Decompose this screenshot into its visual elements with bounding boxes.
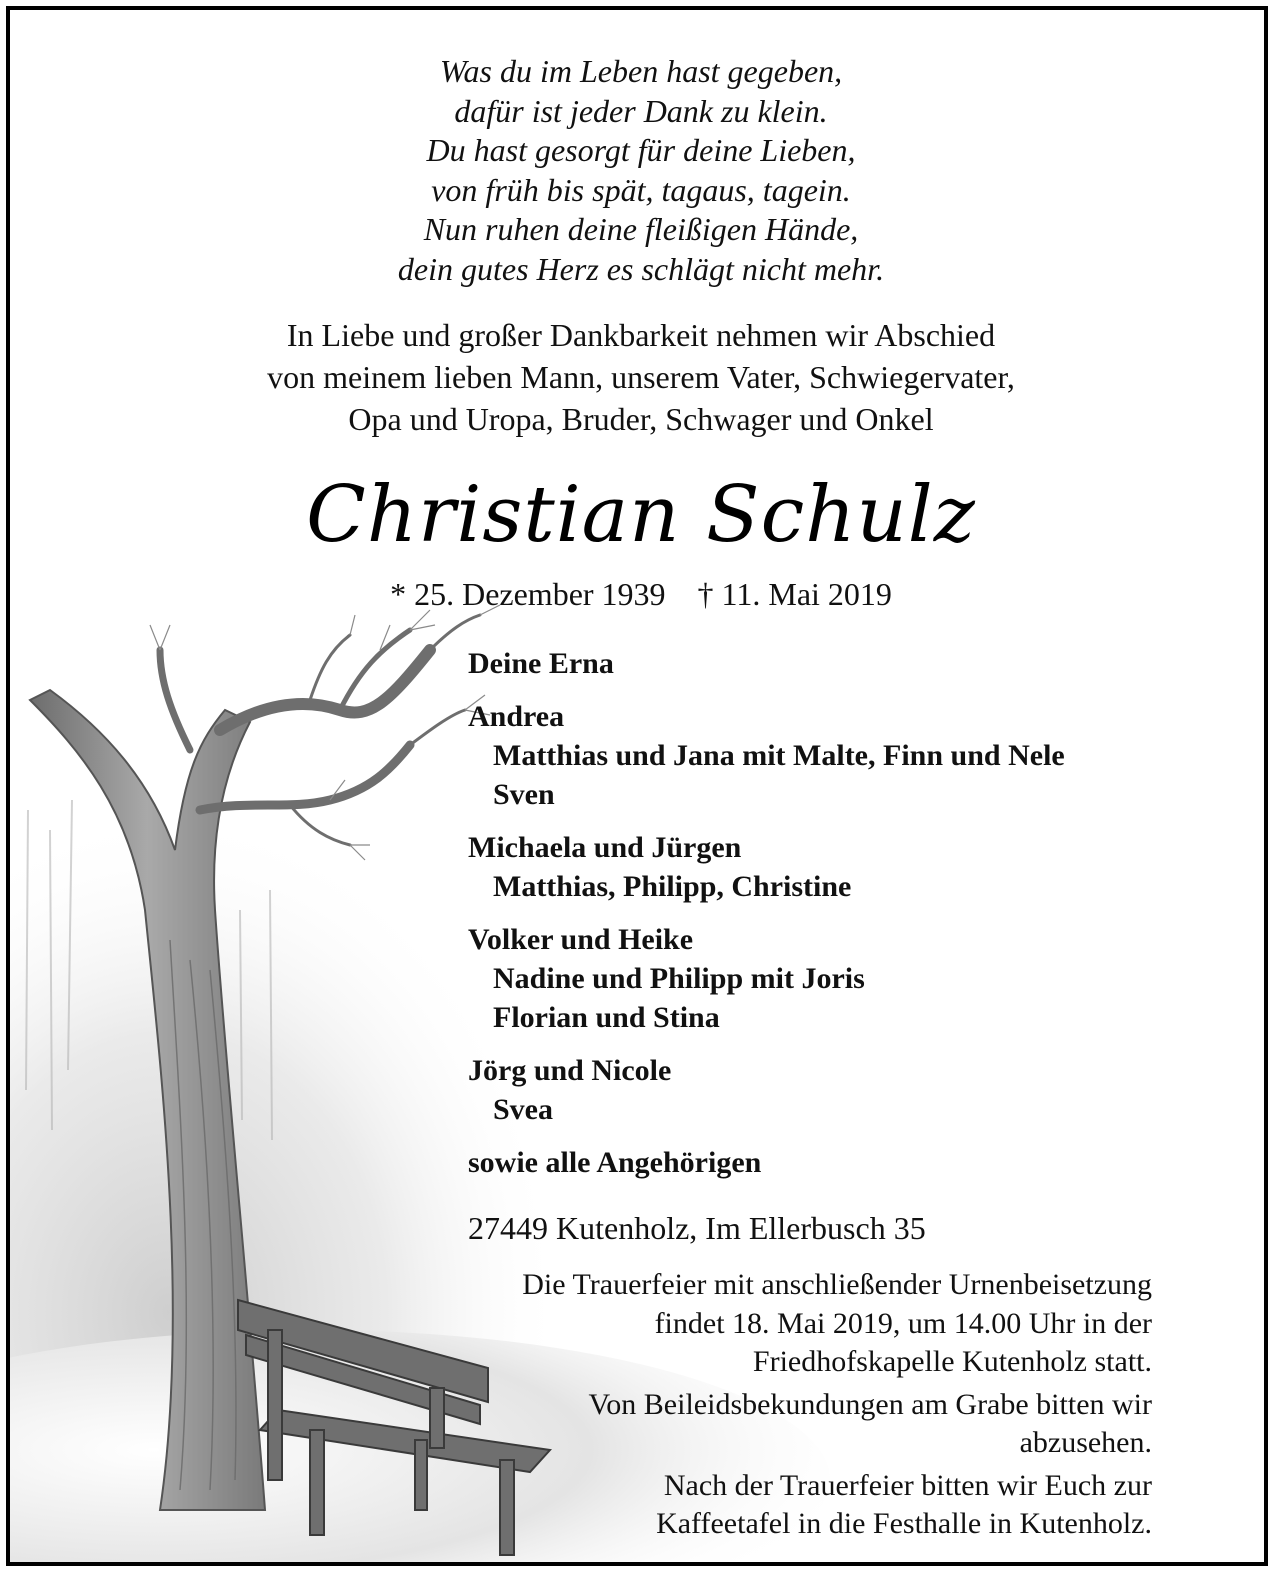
poem-line: Was du im Leben hast gegeben, (439, 53, 843, 89)
ceremony-info (412, 1266, 1152, 1382)
family-group (468, 920, 1228, 1037)
family-group (468, 644, 1228, 683)
intro-line: In Liebe und großer Dankbarkeit nehmen wir Abschied (286, 317, 996, 353)
family-member: Matthias, Philipp, Christine (493, 870, 852, 903)
notice-line: Von Beileidsbekundungen am Grabe bitten wir (588, 1387, 1152, 1421)
farewell-intro (10, 314, 1268, 440)
family-group (468, 1051, 1228, 1129)
family-member: Matthias und Jana mit Malte, Finn und Nele (493, 739, 1065, 772)
poem-line: dafür ist jeder Dank zu klein. (454, 92, 828, 129)
coffee-info (412, 1467, 1152, 1544)
notice-line: abzusehen. (1019, 1426, 1152, 1459)
family-member: Nadine und Philipp mit Joris (493, 962, 865, 995)
family-head: Jörg und Nicole (468, 1054, 672, 1087)
intro-line: Opa und Uropa, Bruder, Schwager und Onkel (348, 401, 934, 437)
notice-line: Friedhofskapelle Kutenholz statt. (752, 1345, 1152, 1378)
family-group (468, 828, 1228, 906)
family-head: Andrea (468, 700, 565, 733)
family-list (468, 644, 1228, 1196)
condolence-info (412, 1386, 1152, 1463)
deceased-name: Christian Schulz (306, 470, 976, 560)
intro-line: von meinem lieben Mann, unserem Vater, Schwiegervater, (267, 359, 1015, 395)
poem-line: von früh bis spät, tagaus, tagein. (431, 171, 851, 208)
death-date: † 11. Mai 2019 (697, 576, 892, 612)
notice-line: Kaffeetafel in die Festhalle in Kutenholz. (656, 1507, 1152, 1540)
memorial-poem (10, 52, 1268, 289)
life-dates (10, 576, 1268, 613)
funeral-notice (412, 1266, 1152, 1548)
family-group (468, 1143, 1228, 1182)
family-group (468, 697, 1228, 814)
family-member: Florian und Stina (493, 1001, 720, 1034)
family-head: sowie alle Angehörigen (468, 1146, 762, 1179)
poem-line: Nun ruhen deine fleißigen Hände, (423, 211, 859, 247)
family-address: 27449 Kutenholz, Im Ellerbusch 35 (468, 1210, 926, 1246)
family-head: Deine Erna (468, 647, 614, 680)
poem-line: Du hast gesorgt für deine Lieben, (426, 132, 856, 168)
poem-line: dein gutes Herz es schlägt nicht mehr. (397, 250, 885, 287)
family-member: Svea (493, 1093, 553, 1126)
notice-line: Nach der Trauerfeier bitten wir Euch zur (663, 1468, 1152, 1502)
obituary-notice (6, 6, 1268, 1566)
family-head: Michaela und Jürgen (468, 831, 742, 864)
family-head: Volker und Heike (468, 923, 694, 956)
notice-line: findet 18. Mai 2019, um 14.00 Uhr in der (654, 1306, 1152, 1340)
birth-date: * 25. Dezember 1939 (390, 576, 666, 612)
family-member: Sven (493, 778, 555, 811)
notice-line: Die Trauerfeier mit anschließender Urnenbeisetzung (522, 1268, 1152, 1301)
